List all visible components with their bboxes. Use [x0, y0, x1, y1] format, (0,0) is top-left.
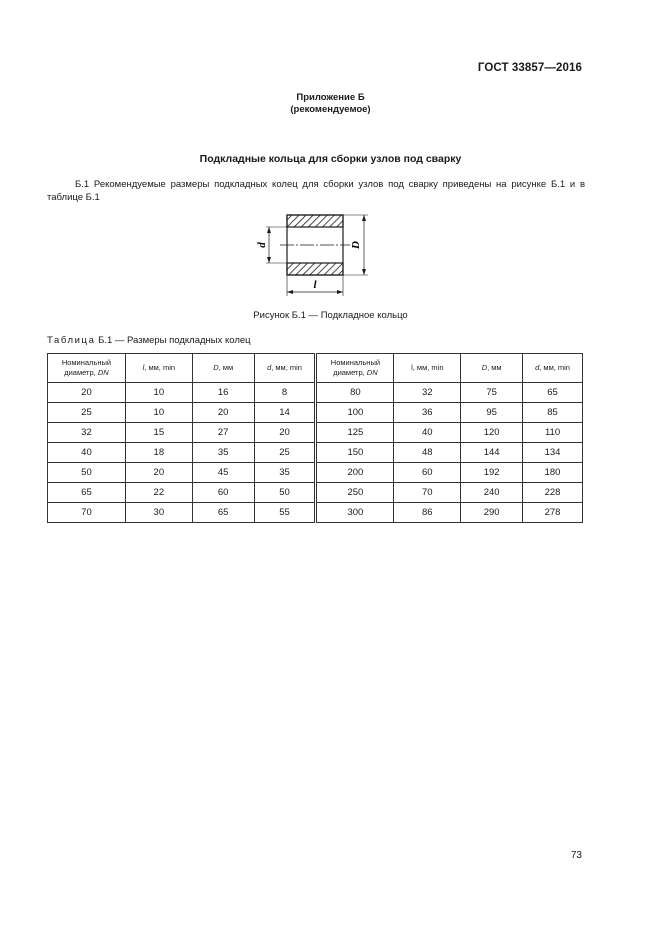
table-header-cell [461, 354, 523, 383]
table-cell: 15 [125, 423, 192, 443]
table-cell: 240 [461, 483, 523, 503]
table-cell: 120 [461, 423, 523, 443]
ring-wall-top [287, 215, 343, 227]
table-cell: 150 [316, 443, 394, 463]
table-cell: 125 [316, 423, 394, 443]
header-text: Номинальный диаметр, [61, 358, 112, 377]
table-header-cell [192, 354, 254, 383]
label-l: l [313, 279, 317, 291]
table-cell: 22 [125, 483, 192, 503]
table-cell: 250 [316, 483, 394, 503]
table-cell: 85 [523, 403, 583, 423]
table-row [48, 383, 583, 403]
table-header-cell [48, 354, 126, 383]
table-cell: 86 [394, 503, 461, 523]
table-cell: 40 [48, 443, 126, 463]
table-cell: 25 [254, 443, 316, 463]
header-unit: , мм, min [539, 363, 570, 372]
label-d: d [256, 242, 268, 248]
figure-caption: Рисунок Б.1 — Подкладное кольцо [253, 310, 408, 321]
ring-drawing [258, 206, 374, 298]
table-cell: 32 [48, 423, 126, 443]
intro-paragraph: Б.1 Рекомендуемые размеры подкладных колец для сборки узлов под сварку приведены на рисунке Б.1 и в таблице Б.1 [47, 179, 585, 203]
table-header-cell [316, 354, 394, 383]
table-cell: 110 [523, 423, 583, 443]
table-row [48, 403, 583, 423]
table-cell: 65 [192, 503, 254, 523]
appendix-title: Приложение Б [296, 92, 365, 103]
table-row [48, 463, 583, 483]
table-cell: 16 [192, 383, 254, 403]
table-cell: 20 [125, 463, 192, 483]
table-cell: 25 [48, 403, 126, 423]
header-unit: , мм [218, 363, 234, 372]
table-header-cell [523, 354, 583, 383]
header-symbol: d [267, 363, 272, 372]
table-cell: 290 [461, 503, 523, 523]
header-symbol: d [535, 363, 540, 372]
table-caption-prefix: Таблица [47, 335, 96, 346]
table-cell: 180 [523, 463, 583, 483]
table-row [48, 503, 583, 523]
table-cell: 50 [254, 483, 316, 503]
table-caption [47, 335, 251, 346]
table-header-row [48, 354, 583, 383]
table-cell: 55 [254, 503, 316, 523]
header-unit: l, мм, min [411, 363, 444, 372]
table-cell: 134 [523, 443, 583, 463]
table-header-cell [125, 354, 192, 383]
header-symbol: DN [97, 368, 109, 377]
table-cell: 20 [192, 403, 254, 423]
table-header-cell [394, 354, 461, 383]
table-cell: 14 [254, 403, 316, 423]
table-cell: 30 [125, 503, 192, 523]
table-cell: 228 [523, 483, 583, 503]
header-symbol: DN [366, 368, 378, 377]
table-cell: 10 [125, 383, 192, 403]
header-text: Номинальный диаметр, [330, 358, 381, 377]
table-cell: 75 [461, 383, 523, 403]
ring-wall-bottom [287, 263, 343, 275]
table-cell: 35 [192, 443, 254, 463]
table-cell: 20 [254, 423, 316, 443]
table-cell: 60 [192, 483, 254, 503]
header-symbol: D [213, 363, 219, 372]
table-cell: 10 [125, 403, 192, 423]
standard-number: ГОСТ 33857—2016 [477, 62, 582, 74]
ring-dimensions-table [47, 353, 583, 523]
header-symbol: l [142, 363, 145, 372]
table-cell: 45 [192, 463, 254, 483]
table-cell: 32 [394, 383, 461, 403]
table-caption-rest: Б.1 — Размеры подкладных колец [95, 335, 251, 346]
table-cell: 200 [316, 463, 394, 483]
table-row [48, 423, 583, 443]
table-cell: 65 [48, 483, 126, 503]
table-body [48, 383, 583, 523]
table-cell: 70 [48, 503, 126, 523]
page-number: 73 [570, 850, 582, 861]
header-symbol: D [481, 363, 488, 372]
table-cell: 35 [254, 463, 316, 483]
table-cell: 300 [316, 503, 394, 523]
table-row [48, 483, 583, 503]
header-unit: , мм, min [144, 363, 176, 372]
table-header-cell [254, 354, 316, 383]
header-unit: , мм [487, 363, 502, 372]
table-cell: 60 [394, 463, 461, 483]
section-title: Подкладные кольца для сборки узлов под сварку [199, 153, 462, 165]
table-cell: 27 [192, 423, 254, 443]
table-cell: 20 [48, 383, 126, 403]
table-cell: 50 [48, 463, 126, 483]
table-cell: 36 [394, 403, 461, 423]
table-cell: 278 [523, 503, 583, 523]
table-cell: 48 [394, 443, 461, 463]
table-cell: 65 [523, 383, 583, 403]
table-cell: 40 [394, 423, 461, 443]
table-cell: 80 [316, 383, 394, 403]
table-row [48, 443, 583, 463]
table-cell: 192 [461, 463, 523, 483]
table-cell: 95 [461, 403, 523, 423]
header-unit: , мм, min [271, 363, 302, 372]
ring-drawing-svg [258, 206, 374, 298]
label-D: D [350, 241, 362, 249]
table-cell: 8 [254, 383, 316, 403]
table-cell: 144 [461, 443, 523, 463]
table-cell: 18 [125, 443, 192, 463]
appendix-heading [0, 92, 661, 116]
table-cell: 70 [394, 483, 461, 503]
appendix-status: (рекомендуемое) [290, 104, 371, 115]
table-cell: 100 [316, 403, 394, 423]
